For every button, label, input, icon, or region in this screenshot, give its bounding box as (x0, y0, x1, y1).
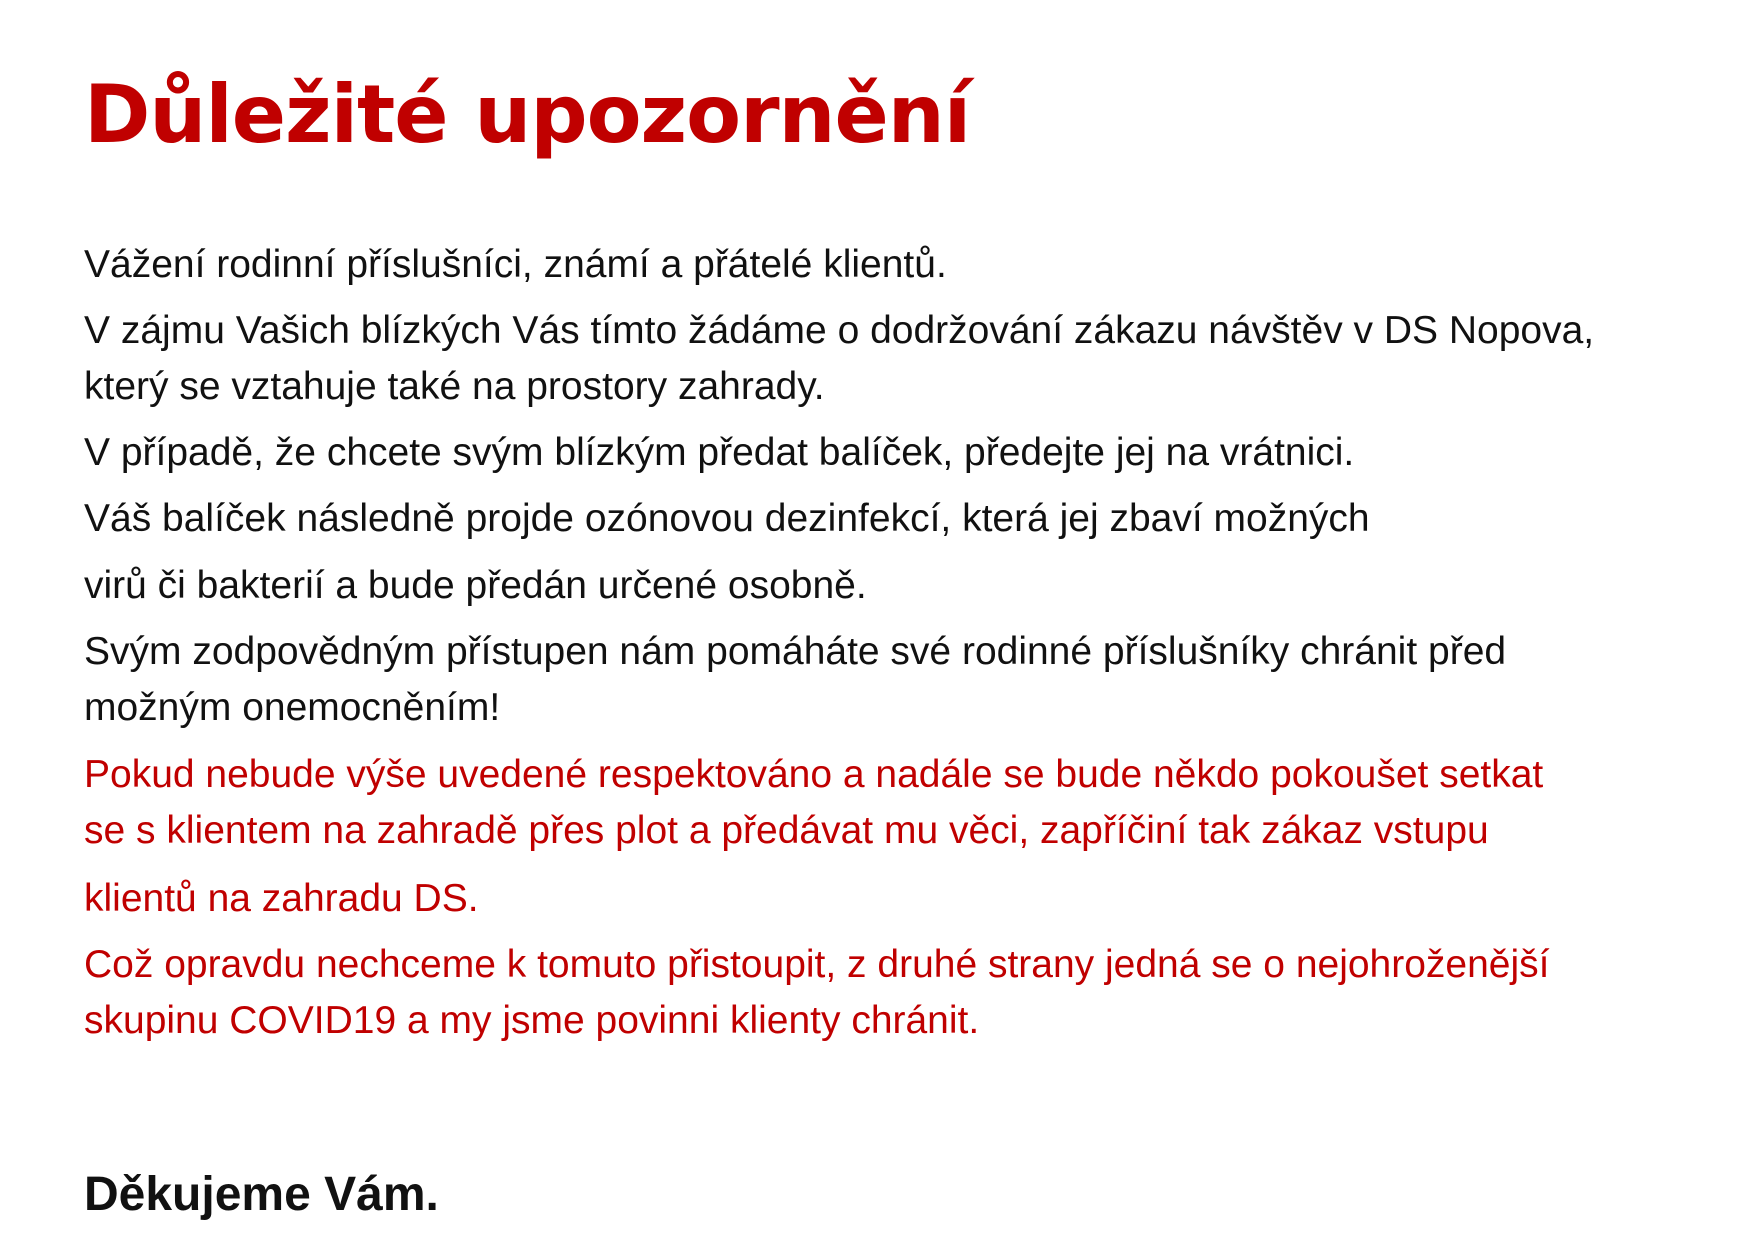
package-line: V případě, že chcete svým blízkým předat balíček, předejte jej na vrátnici. (84, 431, 1355, 474)
closing-thanks: Děkujeme Vám. (84, 1168, 439, 1221)
disinfection-line-1: Váš balíček následně projde ozónovou dezinfekcí, která jej zbaví možných (84, 497, 1370, 540)
warning-line-5: skupinu COVID19 a my jsme povinni klienty chránit. (84, 999, 980, 1042)
responsibility-line-1: Svým zodpovědným přístupen nám pomáháte své rodinné příslušníky chránit před (84, 630, 1507, 673)
responsibility-line-2: možným onemocněním! (84, 686, 501, 729)
request-line-2: který se vztahuje také na prostory zahrady. (84, 365, 825, 408)
warning-line-4: Což opravdu nechceme k tomuto přistoupit, z druhé strany jedná se o nejohroženější (84, 943, 1550, 986)
warning-line-2: se s klientem na zahradě přes plot a předávat mu věci, zapříčiní tak zákaz vstupu (84, 809, 1489, 852)
notice-title: Důležité upozornění (84, 68, 971, 161)
request-line-1: V zájmu Vašich blízkých Vás tímto žádáme o dodržování zákazu návštěv v DS Nopova, (84, 309, 1595, 352)
greeting-line: Vážení rodinní příslušníci, známí a přátelé klientů. (84, 243, 947, 286)
warning-line-1: Pokud nebude výše uvedené respektováno a nadále se bude někdo pokoušet setkat (84, 753, 1544, 796)
disinfection-line-2: virů či bakterií a bude předán určené osobně. (84, 564, 867, 607)
warning-line-3: klientů na zahradu DS. (84, 877, 479, 920)
